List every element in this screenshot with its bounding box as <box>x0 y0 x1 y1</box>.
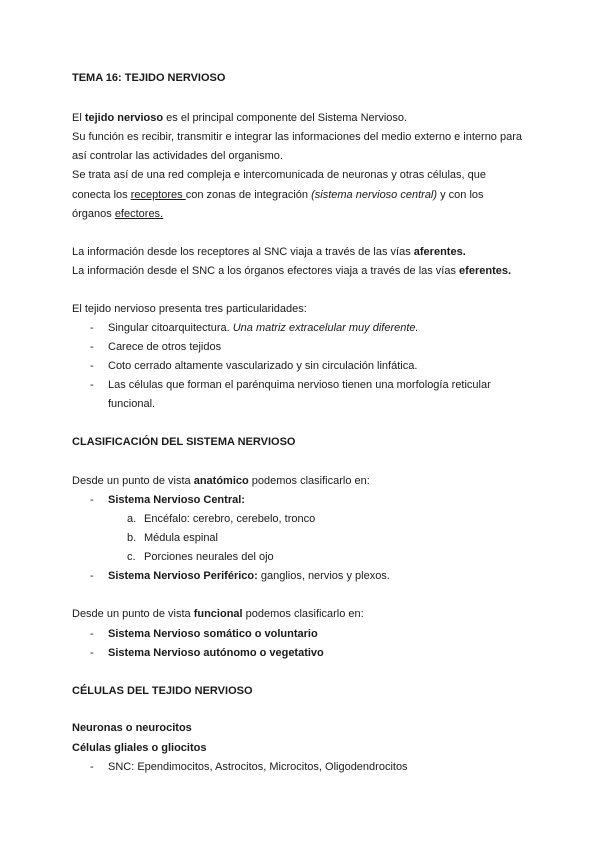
list-item <box>108 321 419 335</box>
sublist-label: c. <box>127 551 136 563</box>
list-item: Sistema Nervioso somático o voluntario <box>108 628 318 640</box>
underlined-term: efectores. <box>114 208 164 220</box>
text: El <box>72 112 85 124</box>
intro-line-6 <box>72 207 163 221</box>
text: y con los <box>437 189 484 201</box>
bold-term: funcional <box>193 608 243 620</box>
list-item-snc: Sistema Nervioso Central: <box>108 494 245 506</box>
bold-term: tejido nervioso <box>84 112 164 124</box>
list-item: Carece de otros tejidos <box>108 341 222 353</box>
bullet-dash: - <box>90 570 94 582</box>
list-item: Las células que forman el parénquima nervioso tienen una morfología reticular <box>108 379 491 391</box>
functional-intro <box>72 607 364 621</box>
text: Desde un punto de vista <box>72 475 194 487</box>
list-item-snp <box>108 569 390 583</box>
bold-term: anatómico <box>193 475 249 487</box>
doc-title: TEMA 16: TEJIDO NERVIOSO <box>72 72 226 84</box>
underlined-term: receptores <box>130 189 186 201</box>
efferent-line <box>72 264 511 278</box>
afferent-line <box>72 245 466 259</box>
sublist-item: Porciones neurales del ojo <box>144 551 274 563</box>
text: podemos clasificarlo en: <box>248 475 370 487</box>
subheading-neuronas: Neuronas o neurocitos <box>72 722 192 734</box>
text: La información desde el SNC a los órganos efectores viaja a través de las vías <box>72 265 460 277</box>
anatomic-intro <box>72 474 370 488</box>
intro-line-4: Se trata así de una red compleja e intercomunicada de neuronas y otras células, que <box>72 169 486 181</box>
text: es el principal componente del Sistema Nervioso. <box>163 112 408 124</box>
intro-line-3: así controlar las actividades del organismo. <box>72 150 283 162</box>
list-item: Sistema Nervioso autónomo o vegetativo <box>108 647 324 659</box>
bullet-dash: - <box>90 322 94 334</box>
text: La información desde los receptores al SNC viaja a través de las vías <box>72 246 414 258</box>
bullet-dash: - <box>90 379 94 391</box>
bold-term: eferentes. <box>459 265 512 277</box>
sublist-label: b. <box>127 532 137 544</box>
intro-line-5 <box>72 188 484 202</box>
subheading-gliales: Células gliales o gliocitos <box>72 742 207 754</box>
text: Singular citoarquitectura. <box>108 322 233 334</box>
bold-term: Sistema Nervioso Periférico: <box>108 570 258 582</box>
bullet-dash: - <box>90 341 94 353</box>
bullet-dash: - <box>90 628 94 640</box>
list-item: SNC: Ependimocitos, Astrocitos, Microcitos, Oligodendrocitos <box>108 761 408 773</box>
sublist-label: a. <box>127 513 137 525</box>
list-item: Coto cerrado altamente vascularizado y sin circulación linfática. <box>108 360 418 372</box>
bold-term: aferentes. <box>413 246 466 258</box>
bullet-dash: - <box>90 494 94 506</box>
italic-term: Una matriz extracelular muy diferente. <box>232 322 419 334</box>
text: ganglios, nervios y plexos. <box>257 570 390 582</box>
text: podemos clasificarlo en: <box>242 608 364 620</box>
section-heading-celulas: CÉLULAS DEL TEJIDO NERVIOSO <box>72 685 253 697</box>
intro-line-1 <box>72 111 407 125</box>
intro-line-2: Su función es recibir, transmitir e integrar las informaciones del medio externo e interno para <box>72 131 523 143</box>
section-heading-clasificacion: CLASIFICACIÓN DEL SISTEMA NERVIOSO <box>72 436 296 448</box>
text: conecta los <box>72 189 131 201</box>
sublist-item: Encéfalo: cerebro, cerebelo, tronco <box>144 513 316 525</box>
text: Desde un punto de vista <box>72 608 194 620</box>
italic-term: (sistema nervioso central) <box>311 189 438 201</box>
text: con zonas de integración <box>185 189 312 201</box>
bullet-dash: - <box>90 360 94 372</box>
bullet-dash: - <box>90 647 94 659</box>
particular-intro: El tejido nervioso presenta tres particularidades: <box>72 303 307 315</box>
bullet-dash: - <box>90 761 94 773</box>
sublist-item: Médula espinal <box>144 532 218 544</box>
list-item-continuation: funcional. <box>108 398 156 410</box>
text: órganos <box>72 208 115 220</box>
